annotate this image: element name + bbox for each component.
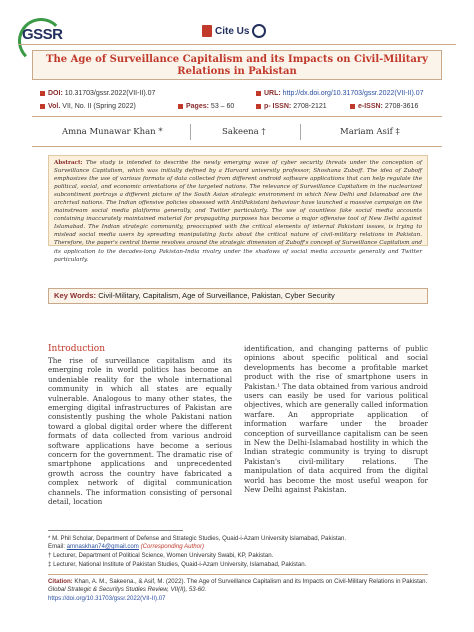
cite-us-button[interactable]	[202, 24, 266, 38]
title-box	[32, 50, 442, 80]
bullet-icon	[256, 91, 261, 96]
abstract	[54, 159, 422, 264]
eissn-value: 2708-3616	[384, 103, 419, 110]
citation-text: Khan, A. M., Sakeena., & Asif, M. (2022). The Age of Surveillance Capitalism and its Impacts on Civil-Military Relations in Pakistan.	[74, 578, 428, 585]
url-link[interactable]: http://dx.doi.org/10.31703/gssr.2022(VII-II).07	[282, 90, 424, 97]
keywords-box	[48, 288, 428, 304]
author-1: Amna Munawar Khan *	[62, 127, 163, 137]
url-field: URL: http://dx.doi.org/10.31703/gssr.2022(VII-II).07	[256, 90, 424, 97]
bullet-icon	[350, 104, 355, 109]
author-divider	[190, 124, 191, 140]
corresponding-author-note: (Corresponding Author)	[140, 543, 205, 550]
citation-journal: Global Strategic & Securitys Studies Review, VII(II), 53-60.	[48, 586, 207, 594]
abstract-label: Abstract:	[54, 160, 83, 166]
logo-text: GSSR	[22, 26, 63, 43]
footnote-3: ‡ Lecturer, National Institute of Pakistan Studies, Quaid-i-Azam University, Islamabad, Pakistan.	[48, 561, 307, 568]
author-2: Sakeena †	[222, 127, 266, 137]
pages-value: 53 – 60	[210, 103, 235, 110]
pissn-field: p- ISSN: 2708-2121	[256, 103, 327, 110]
author-divider	[300, 124, 301, 140]
paper-title: The Age of Surveillance Capitalism and its Impacts on Civil-Military Relations in Pakistan	[46, 54, 428, 77]
intro-left-column: The rise of surveillance capitalism and its emerging role in world politics has become an undeniable reality for the whole international community in which all states are equally vulnerable. Analogous to many other states, the emerging digital infrastructures of Pakistan are consistently pushing the whole Pakistani nation toward a global digital order where the different formats of data collected from various android software applications have become a serious concern for the government. The dramatic rise of smartphone applications and unprecedented growth across the country have fabricated a complex network of digital communication channels. The information consisting of personal detail, location	[48, 356, 232, 507]
introduction-heading: Introduction	[48, 344, 105, 354]
author-3: Mariam Asif ‡	[340, 127, 400, 137]
keywords-text: Civil-Military, Capitalism, Age of Surveillance, Pakistan, Cyber Security	[98, 291, 335, 300]
cite-us-label: Cite Us	[215, 25, 250, 37]
pissn-value: 2708-2121	[293, 103, 327, 110]
footnote-rule	[48, 530, 183, 531]
eissn-field: e-ISSN: 2708-3616	[350, 103, 418, 110]
abstract-text: The study is intended to describe the newly emerging wave of cyber security threats under the conception of Surveillance Capitalism, which was initially defined by a Harvard university professor, Shoshana Zuboff. The idea of Zuboff emphasizes the use of various formats of data collected from different android software applications that can help regulate the political, social, and economic orientations of the targeted nations. The relevance of Surveillance Capitalism in the nuclearized subcontinent portrays a different picture of the South Asian strategic environment in which New Delhi and Islamabad are the archrival nations. The Indian offensive policies obsessed with AntiPakistani behaviour have launched a massive campaign on the mainstream social media platforms generally, and Twitter particularly. The use of countless fake social media accounts containing inaccurately maintained material for propagating purposes has become a major offensive tool of New Delhi against Islamabad. The Indian strategic community, preoccupied with the critical elements of internal Pakistani issues, is trying to mislead social media users by spreading manipulating facts about the critical nature of civil-military relations in Pakistan. Therefore, the paper's central theme revolves around the strategic dimension of Zuboff's concept of Surveillance Capitalism and its application to the decades-long Pakistan-India rivalry under the shadows of social media accounts generally and Twitter particularly.	[54, 160, 422, 263]
intro-right-column: identification, and changing patterns of public opinions about specific political and social developments has become a profitable market product with the rise of smartphone users in Pakistan.¹ The data obtained from various android users can easily be used for various political objectives, which are generally called information warfare. An appropriate application of information warfare under the broader conception of surveillance capitalism can be seen in New the Delhi-Islamabad hostility in which the Indian strategic community is trying to disrupt Pakistan's civil-military relations. The manipulation of data acquired from the digital world has become the most useful weapon for New Delhi against Pakistan.	[244, 344, 428, 495]
bullet-icon	[40, 104, 45, 109]
cite-us-icon	[252, 24, 266, 38]
footnote-1: * M. Phil Scholar, Department of Defense and Strategic Studies, Quaid-i-Azam University Islamabad, Pakistan. Email: amnaskhan74@gmail.com (Corresponding Author)	[48, 535, 347, 550]
author-email-link[interactable]: amnaskhan74@gmail.com	[66, 543, 139, 550]
citation-doi-link[interactable]: https://doi.org/10.31703/gssr.2022(VII-II).07	[48, 594, 166, 602]
citation-rule	[48, 574, 428, 575]
bullet-icon	[178, 104, 183, 109]
citation-block	[48, 578, 428, 603]
footnote-2: † Lecturer, Department of Political Science, Women University Swabi, KP, Pakistan.	[48, 552, 274, 559]
volume-field: Vol. VII, No. II (Spring 2022)	[40, 103, 136, 110]
citation-label: Citation:	[48, 578, 73, 585]
bullet-icon	[256, 104, 261, 109]
header-divider	[18, 44, 456, 45]
abstract-box	[48, 155, 428, 263]
cite-document-icon	[202, 25, 212, 37]
doi-field: DOI: 10.31703/gssr.2022(VII-II).07	[40, 90, 155, 97]
authors-divider	[32, 146, 442, 147]
keywords-label: Key Words:	[54, 291, 97, 300]
meta-divider	[32, 116, 442, 117]
bullet-icon	[40, 91, 45, 96]
doi-value: 10.31703/gssr.2022(VII-II).07	[64, 90, 156, 97]
pages-field: Pages: 53 – 60	[178, 103, 234, 110]
volume-value: VII, No. II (Spring 2022)	[62, 103, 136, 110]
